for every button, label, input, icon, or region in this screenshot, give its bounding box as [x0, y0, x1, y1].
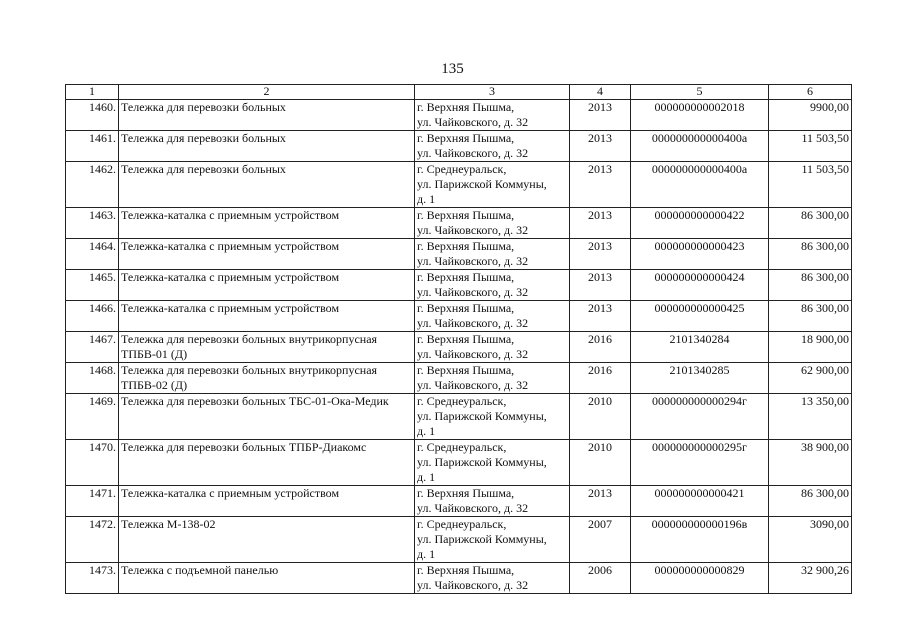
row-number-cell: 1463. — [66, 208, 119, 239]
year-cell: 2007 — [570, 517, 631, 563]
cost-cell: 9900,00 — [769, 100, 852, 131]
cost-cell: 18 900,00 — [769, 332, 852, 363]
cost-cell: 86 300,00 — [769, 208, 852, 239]
table-header-row — [66, 85, 852, 100]
table-row — [66, 131, 852, 162]
cost-cell: 32 900,26 — [769, 563, 852, 594]
address-cell — [415, 100, 570, 131]
year-cell: 2006 — [570, 563, 631, 594]
address-cell-line: д. 1 — [417, 547, 436, 561]
item-name-cell-line: ТПБВ-02 (Д) — [121, 378, 188, 392]
address-cell-line: г. Верхняя Пышма, — [417, 270, 515, 284]
address-cell — [415, 162, 570, 208]
address-cell — [415, 270, 570, 301]
item-name-cell-line: ТПБВ-01 (Д) — [121, 347, 188, 361]
table-row — [66, 486, 852, 517]
year-cell: 2013 — [570, 208, 631, 239]
inventory-number-cell: 000000000000829 — [631, 563, 769, 594]
address-cell-line: г. Верхняя Пышма, — [417, 563, 515, 577]
inventory-number-cell: 000000000000425 — [631, 301, 769, 332]
row-number-cell: 1470. — [66, 440, 119, 486]
address-cell-line: ул. Чайковского, д. 32 — [417, 146, 529, 160]
address-cell-line: ул. Чайковского, д. 32 — [417, 501, 529, 515]
cost-cell: 62 900,00 — [769, 363, 852, 394]
address-cell — [415, 394, 570, 440]
address-cell-line: ул. Чайковского, д. 32 — [417, 285, 529, 299]
item-name-cell — [119, 517, 415, 563]
address-cell-line: ул. Парижской Коммуны, — [417, 409, 547, 423]
address-cell-line: д. 1 — [417, 192, 436, 206]
address-cell — [415, 363, 570, 394]
inventory-number-cell: 000000000000400а — [631, 131, 769, 162]
address-cell-line: д. 1 — [417, 424, 436, 438]
address-cell-line: ул. Чайковского, д. 32 — [417, 578, 529, 592]
table-row — [66, 332, 852, 363]
inventory-number-cell: 000000000000423 — [631, 239, 769, 270]
item-name-cell — [119, 162, 415, 208]
inventory-number-cell: 000000000000422 — [631, 208, 769, 239]
cost-cell: 86 300,00 — [769, 270, 852, 301]
column-header-6: 6 — [769, 85, 852, 100]
page-number: 135 — [441, 61, 464, 77]
property-registry-table — [65, 84, 852, 594]
item-name-cell-line: Тележка для перевозки больных внутрикорпусная — [121, 363, 378, 377]
inventory-number-cell: 000000000000294г — [631, 394, 769, 440]
address-cell-line: ул. Чайковского, д. 32 — [417, 347, 529, 361]
address-cell-line: г. Верхняя Пышма, — [417, 239, 515, 253]
table-row — [66, 563, 852, 594]
cost-cell: 11 503,50 — [769, 131, 852, 162]
address-cell-line: г. Среднеуральск, — [417, 440, 507, 454]
row-number-cell: 1472. — [66, 517, 119, 563]
address-cell-line: ул. Чайковского, д. 32 — [417, 254, 529, 268]
address-cell — [415, 239, 570, 270]
item-name-cell — [119, 486, 415, 517]
inventory-number-cell: 000000000000421 — [631, 486, 769, 517]
address-cell-line: г. Верхняя Пышма, — [417, 301, 515, 315]
table-row — [66, 208, 852, 239]
year-cell: 2013 — [570, 270, 631, 301]
row-number-cell: 1473. — [66, 563, 119, 594]
cost-cell: 3090,00 — [769, 517, 852, 563]
address-cell-line: ул. Чайковского, д. 32 — [417, 223, 529, 237]
address-cell — [415, 301, 570, 332]
address-cell — [415, 131, 570, 162]
address-cell-line: ул. Парижской Коммуны, — [417, 532, 547, 546]
address-cell-line: ул. Чайковского, д. 32 — [417, 316, 529, 330]
year-cell: 2013 — [570, 239, 631, 270]
year-cell: 2013 — [570, 301, 631, 332]
row-number-cell: 1468. — [66, 363, 119, 394]
address-cell-line: г. Среднеуральск, — [417, 517, 507, 531]
column-header-4: 4 — [570, 85, 631, 100]
column-header-3: 3 — [415, 85, 570, 100]
item-name-cell-line: Тележка-каталка с приемным устройством — [121, 270, 340, 284]
cost-cell: 13 350,00 — [769, 394, 852, 440]
address-cell-line: г. Среднеуральск, — [417, 394, 507, 408]
row-number-cell: 1465. — [66, 270, 119, 301]
item-name-cell-line: Тележка-каталка с приемным устройством — [121, 239, 340, 253]
column-header-1: 1 — [66, 85, 119, 100]
inventory-number-cell: 000000000002018 — [631, 100, 769, 131]
year-cell: 2013 — [570, 131, 631, 162]
item-name-cell-line: Тележка с подъемной панелью — [121, 563, 279, 577]
item-name-cell — [119, 440, 415, 486]
cost-cell: 11 503,50 — [769, 162, 852, 208]
item-name-cell — [119, 332, 415, 363]
year-cell: 2013 — [570, 100, 631, 131]
item-name-cell-line: Тележка для перевозки больных ТБС-01-Ока-Медик — [121, 394, 389, 408]
column-header-2: 2 — [119, 85, 415, 100]
item-name-cell — [119, 363, 415, 394]
item-name-cell-line: Тележка М-138-02 — [121, 517, 216, 531]
item-name-cell-line: Тележка для перевозки больных — [121, 131, 286, 145]
table-row — [66, 517, 852, 563]
address-cell-line: г. Верхняя Пышма, — [417, 363, 515, 377]
year-cell: 2013 — [570, 162, 631, 208]
year-cell: 2016 — [570, 363, 631, 394]
item-name-cell — [119, 394, 415, 440]
item-name-cell — [119, 131, 415, 162]
cost-cell: 86 300,00 — [769, 239, 852, 270]
item-name-cell — [119, 563, 415, 594]
cost-cell: 86 300,00 — [769, 301, 852, 332]
item-name-cell-line: Тележка для перевозки больных ТПБР-Диакомс — [121, 440, 367, 454]
row-number-cell: 1471. — [66, 486, 119, 517]
address-cell-line: ул. Парижской Коммуны, — [417, 455, 547, 469]
item-name-cell-line: Тележка для перевозки больных — [121, 100, 286, 114]
year-cell: 2010 — [570, 440, 631, 486]
address-cell-line: г. Среднеуральск, — [417, 162, 507, 176]
row-number-cell: 1460. — [66, 100, 119, 131]
row-number-cell: 1467. — [66, 332, 119, 363]
item-name-cell-line: Тележка для перевозки больных — [121, 162, 286, 176]
address-cell-line: д. 1 — [417, 470, 436, 484]
table-row — [66, 100, 852, 131]
item-name-cell-line: Тележка для перевозки больных внутрикорпусная — [121, 332, 378, 346]
address-cell — [415, 440, 570, 486]
row-number-cell: 1461. — [66, 131, 119, 162]
table-row — [66, 363, 852, 394]
item-name-cell-line: Тележка-каталка с приемным устройством — [121, 208, 340, 222]
cost-cell: 38 900,00 — [769, 440, 852, 486]
table-row — [66, 394, 852, 440]
table-row — [66, 239, 852, 270]
row-number-cell: 1469. — [66, 394, 119, 440]
item-name-cell — [119, 208, 415, 239]
row-number-cell: 1466. — [66, 301, 119, 332]
address-cell-line: ул. Чайковского, д. 32 — [417, 378, 529, 392]
address-cell-line: г. Верхняя Пышма, — [417, 100, 515, 114]
address-cell-line: г. Верхняя Пышма, — [417, 486, 515, 500]
item-name-cell — [119, 270, 415, 301]
address-cell — [415, 332, 570, 363]
item-name-cell-line: Тележка-каталка с приемным устройством — [121, 301, 340, 315]
row-number-cell: 1462. — [66, 162, 119, 208]
item-name-cell — [119, 100, 415, 131]
table-row — [66, 270, 852, 301]
inventory-number-cell: 000000000000295г — [631, 440, 769, 486]
table-row — [66, 301, 852, 332]
cost-cell: 86 300,00 — [769, 486, 852, 517]
table-row — [66, 162, 852, 208]
inventory-number-cell: 000000000000196в — [631, 517, 769, 563]
item-name-cell — [119, 301, 415, 332]
year-cell: 2010 — [570, 394, 631, 440]
address-cell — [415, 208, 570, 239]
address-cell-line: г. Верхняя Пышма, — [417, 208, 515, 222]
year-cell: 2016 — [570, 332, 631, 363]
item-name-cell — [119, 239, 415, 270]
address-cell — [415, 517, 570, 563]
table-row — [66, 440, 852, 486]
address-cell-line: г. Верхняя Пышма, — [417, 332, 515, 346]
inventory-number-cell: 000000000000424 — [631, 270, 769, 301]
address-cell-line: ул. Чайковского, д. 32 — [417, 115, 529, 129]
inventory-number-cell: 2101340284 — [631, 332, 769, 363]
inventory-number-cell: 000000000000400а — [631, 162, 769, 208]
address-cell-line: г. Верхняя Пышма, — [417, 131, 515, 145]
row-number-cell: 1464. — [66, 239, 119, 270]
column-header-5: 5 — [631, 85, 769, 100]
table-body — [66, 100, 852, 594]
address-cell — [415, 563, 570, 594]
inventory-number-cell: 2101340285 — [631, 363, 769, 394]
year-cell: 2013 — [570, 486, 631, 517]
item-name-cell-line: Тележка-каталка с приемным устройством — [121, 486, 340, 500]
address-cell — [415, 486, 570, 517]
address-cell-line: ул. Парижской Коммуны, — [417, 177, 547, 191]
